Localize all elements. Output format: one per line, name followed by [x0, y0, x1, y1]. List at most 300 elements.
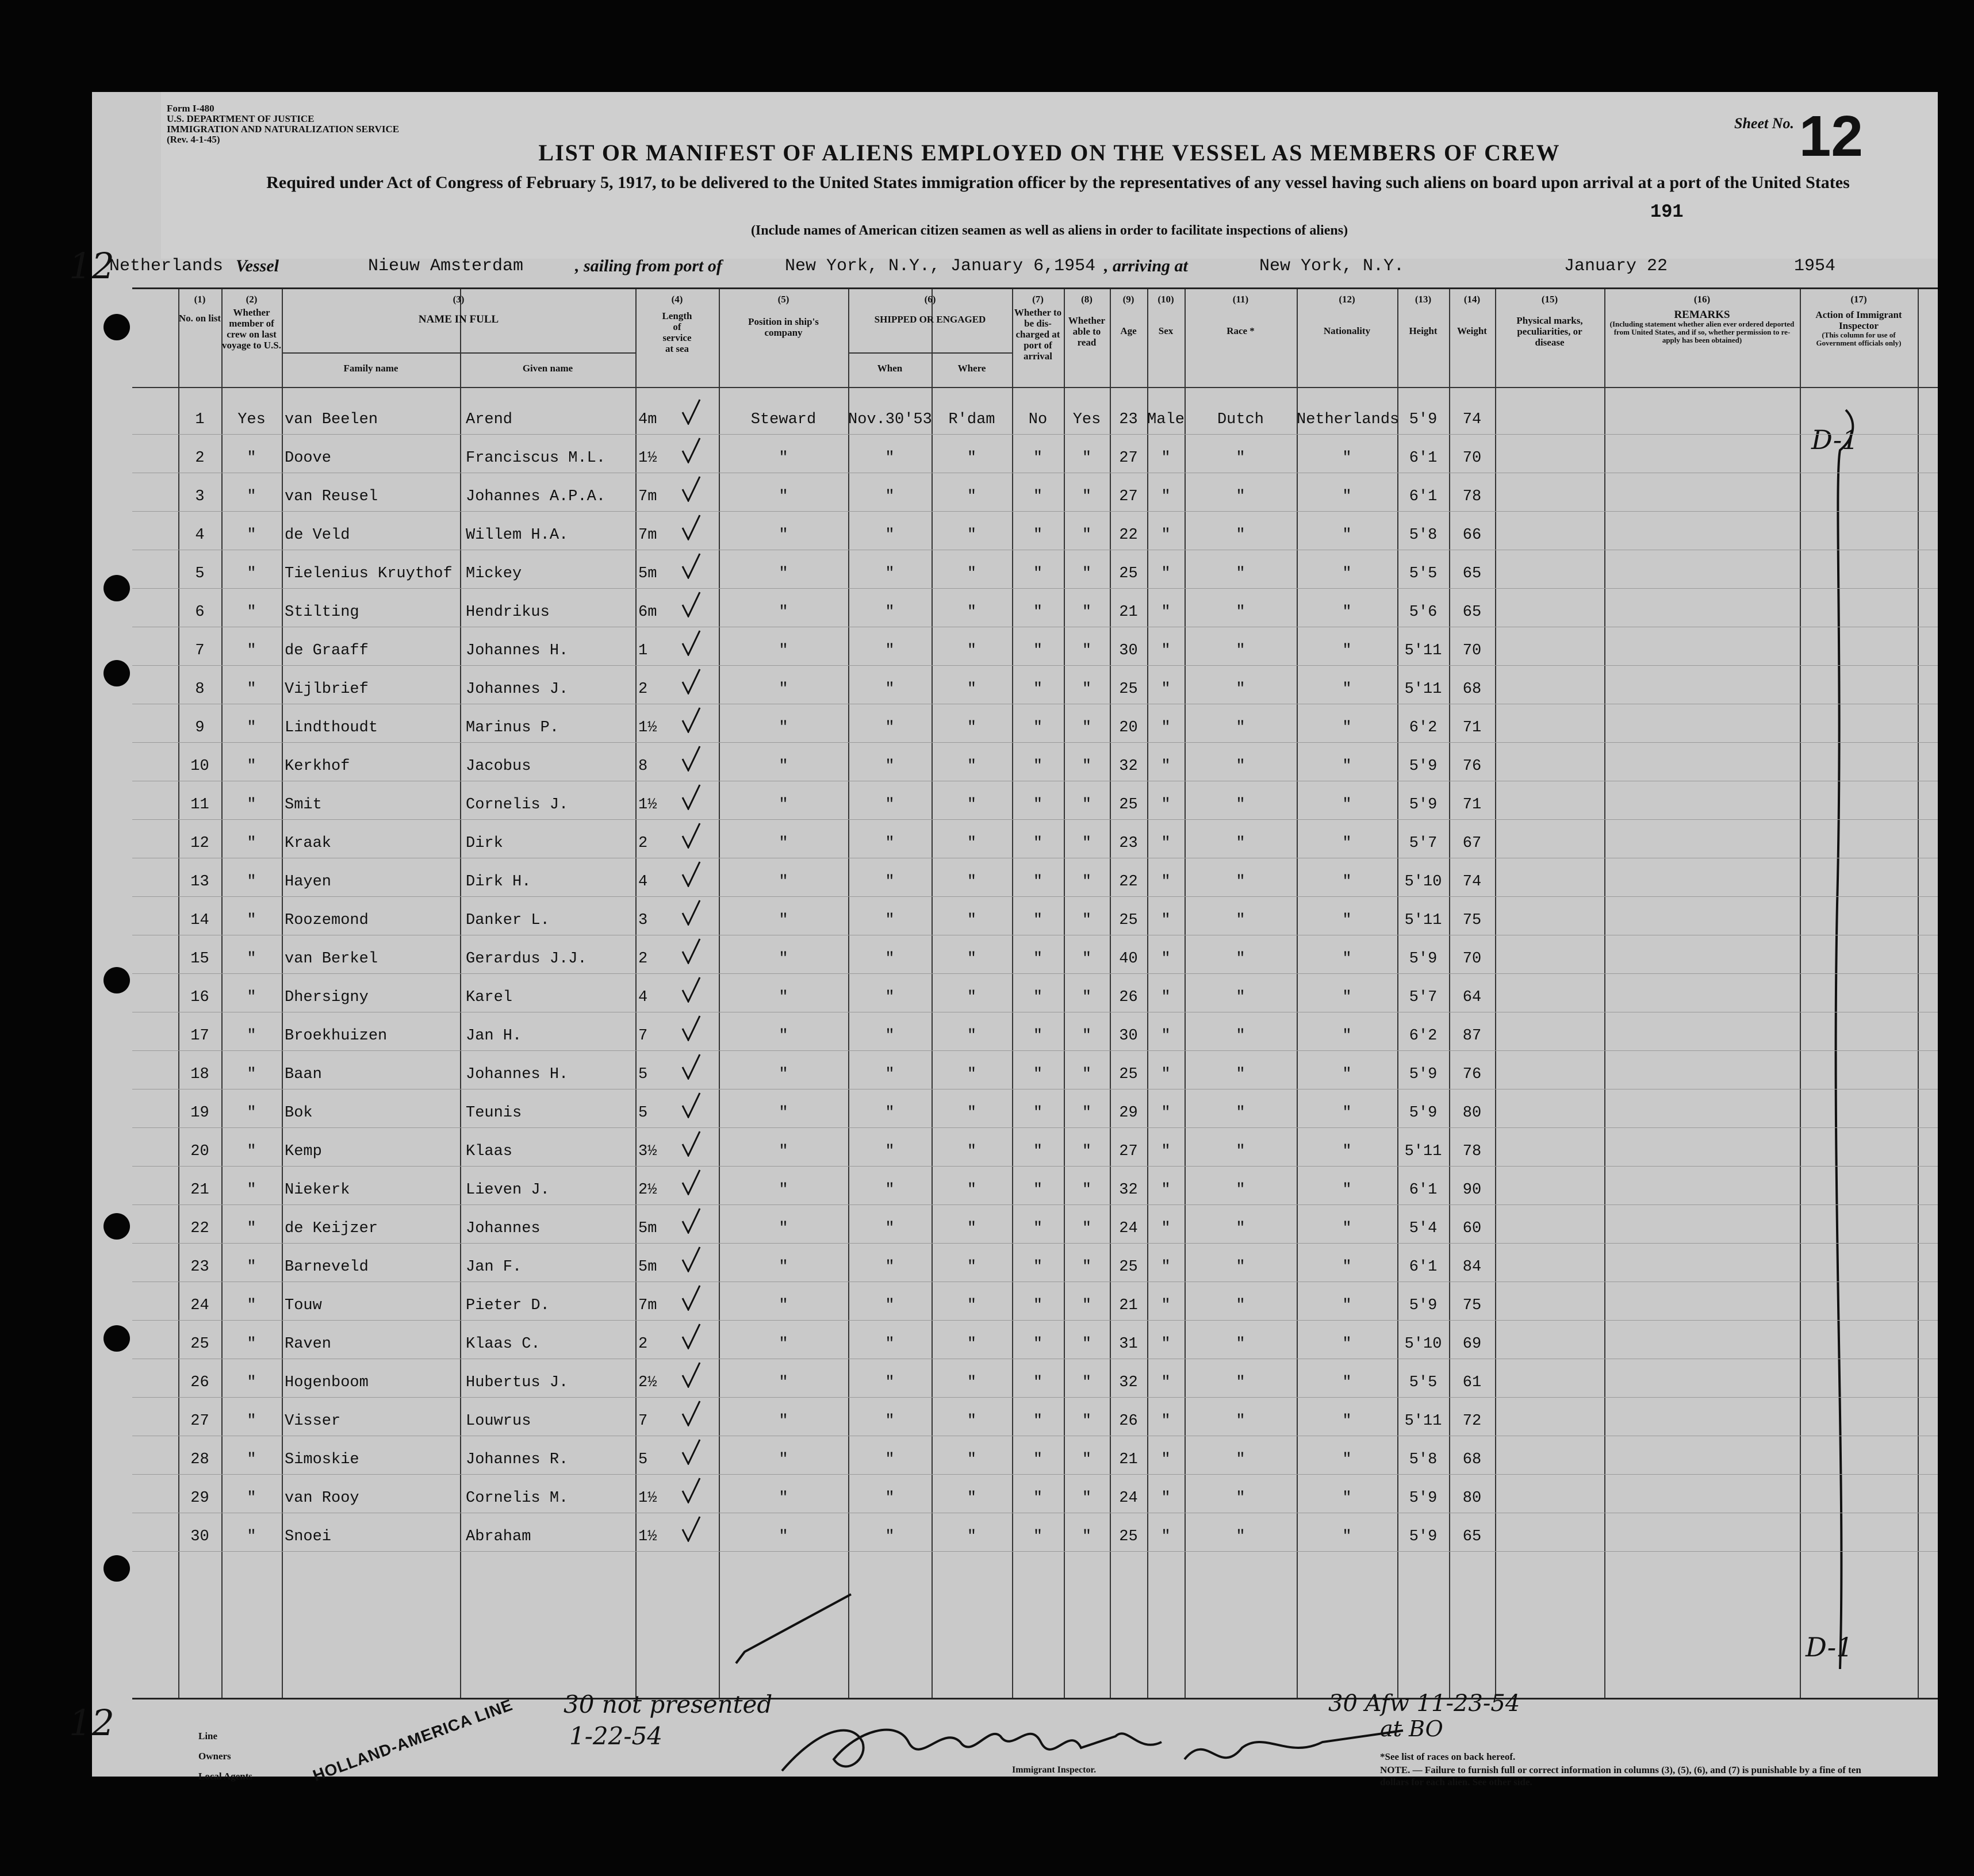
nationality-ditto: " — [1342, 912, 1352, 929]
nationality-ditto: " — [1342, 565, 1352, 582]
nationality-ditto: " — [1342, 681, 1352, 698]
check-mark-icon — [681, 1438, 701, 1465]
nationality-ditto: " — [1342, 758, 1352, 775]
col-12-header: (12) Nationality — [1323, 294, 1371, 336]
discharged-ditto: " — [1033, 912, 1043, 929]
row-number: 10 — [190, 758, 209, 775]
col-1-header: (1) No. on list — [178, 294, 221, 324]
when: Nov.30'53 — [848, 411, 932, 428]
sex-ditto: " — [1161, 1220, 1171, 1237]
weight: 87 — [1462, 1027, 1482, 1045]
row-number: 11 — [190, 796, 209, 814]
weight: 60 — [1462, 1220, 1482, 1237]
height: 5'7 — [1409, 989, 1438, 1006]
sex-ditto: " — [1161, 873, 1171, 891]
age: 23 — [1119, 835, 1138, 852]
where-ditto: " — [967, 1259, 977, 1276]
weight: 65 — [1462, 604, 1482, 621]
sex-ditto: " — [1161, 912, 1171, 929]
where-ditto: " — [967, 642, 977, 659]
page-subtitle: Required under Act of Congress of February 5, 1917, to be delivered to the United States immigration officer by the representatives of any vessel having such aliens on board upon arrival at a port of the United States — [266, 173, 1850, 192]
family-name: Roozemond — [285, 912, 369, 929]
crew: Yes — [237, 411, 266, 428]
height: 6'2 — [1409, 719, 1438, 736]
age: 21 — [1119, 1451, 1138, 1468]
discharged-ditto: " — [1033, 1374, 1043, 1391]
age: 23 — [1119, 411, 1138, 428]
given-name: Johannes — [466, 1220, 541, 1237]
given-name: Karel — [466, 989, 513, 1006]
crew-ditto: " — [247, 604, 256, 621]
immigrant-inspector-label: Immigrant Inspector. — [1012, 1765, 1097, 1775]
race-ditto: " — [1236, 604, 1245, 621]
length-of-service: 5 — [638, 1104, 648, 1122]
age: 21 — [1119, 1297, 1138, 1314]
sheet-label: Sheet No. — [1734, 115, 1794, 132]
check-mark-icon — [681, 514, 701, 540]
check-mark-icon — [681, 745, 701, 772]
vessel-line — [69, 245, 1938, 287]
given-name: Willem H.A. — [466, 527, 569, 544]
check-mark-icon — [681, 1092, 701, 1118]
nationality-ditto: " — [1342, 1181, 1352, 1199]
length-of-service: 2 — [638, 835, 648, 852]
crew-table — [132, 287, 1938, 1699]
crew-ditto: " — [247, 565, 256, 582]
when-ditto: " — [885, 1104, 895, 1122]
when-ditto: " — [885, 527, 895, 544]
weight: 68 — [1462, 1451, 1482, 1468]
read-ditto: " — [1082, 989, 1092, 1006]
given-name: Franciscus M.L. — [466, 450, 606, 467]
closing-check-stroke — [696, 1497, 868, 1681]
nationality-ditto: " — [1342, 1104, 1352, 1122]
family-name: de Keijzer — [285, 1220, 378, 1237]
discharged-ditto: " — [1033, 1336, 1043, 1353]
given-name: Cornelis M. — [466, 1490, 569, 1507]
inspector-mark-bottom: D-1 — [1806, 1632, 1853, 1663]
height: 5'9 — [1409, 1528, 1438, 1545]
nationality-ditto: " — [1342, 488, 1352, 505]
col-14-header: (14) Weight — [1457, 294, 1487, 336]
crew-ditto: " — [247, 1104, 256, 1122]
position-ditto: " — [779, 1374, 788, 1391]
sex-ditto: " — [1161, 488, 1171, 505]
weight: 66 — [1462, 527, 1482, 544]
family-name: Doove — [285, 450, 332, 467]
crew-ditto: " — [247, 1143, 256, 1160]
nationality-ditto: " — [1342, 989, 1352, 1006]
race-ditto: " — [1236, 1413, 1245, 1430]
row-number: 7 — [195, 642, 205, 659]
position-ditto: " — [779, 1490, 788, 1507]
discharged-ditto: " — [1033, 873, 1043, 891]
footer — [69, 1690, 1938, 1787]
row-number: 18 — [190, 1066, 209, 1083]
race-ditto: " — [1236, 565, 1245, 582]
where-ditto: " — [967, 1336, 977, 1353]
given-name: Hubertus J. — [466, 1374, 569, 1391]
family-name: Baan — [285, 1066, 322, 1083]
length-of-service: 3½ — [638, 1143, 657, 1160]
position-ditto: " — [779, 681, 788, 698]
manifest-sheet — [69, 92, 1938, 1787]
race-ditto: " — [1236, 1374, 1245, 1391]
race-ditto: " — [1236, 1297, 1245, 1314]
position-ditto: " — [779, 835, 788, 852]
family-name: Kraak — [285, 835, 332, 852]
when-ditto: " — [885, 488, 895, 505]
length-of-service: 1½ — [638, 796, 657, 814]
age: 27 — [1119, 450, 1138, 467]
family-name: Touw — [285, 1297, 322, 1314]
col-4-header: (4) Length of service at sea — [662, 294, 692, 354]
race-ditto: " — [1236, 719, 1245, 736]
age: 32 — [1119, 1374, 1138, 1391]
weight: 70 — [1462, 642, 1482, 659]
age: 27 — [1119, 488, 1138, 505]
race: Dutch — [1217, 411, 1264, 428]
age: 25 — [1119, 681, 1138, 698]
col-17-header: (17) Action of Immigrant Inspector (This column for use of Government officials only) — [1815, 294, 1902, 347]
check-mark-icon — [681, 1284, 701, 1311]
given-name: Pieter D. — [466, 1297, 550, 1314]
height: 5'10 — [1404, 1336, 1442, 1353]
check-mark-icon — [681, 1130, 701, 1157]
race-ditto: " — [1236, 912, 1245, 929]
height: 5'7 — [1409, 835, 1438, 852]
col-9-header: (9) Age — [1120, 294, 1137, 336]
given-name: Klaas — [466, 1143, 513, 1160]
read-ditto: " — [1082, 488, 1092, 505]
length-of-service: 7 — [638, 1413, 648, 1430]
check-mark-icon — [681, 437, 701, 463]
given-name: Jacobus — [466, 758, 531, 775]
check-mark-icon — [681, 1053, 701, 1080]
position-ditto: " — [779, 527, 788, 544]
age: 32 — [1119, 758, 1138, 775]
position: Steward — [750, 411, 817, 428]
read-ditto: " — [1082, 1490, 1092, 1507]
position-ditto: " — [779, 565, 788, 582]
where-ditto: " — [967, 1066, 977, 1083]
weight: 84 — [1462, 1259, 1482, 1276]
crew-ditto: " — [247, 835, 256, 852]
col-15-header: (15) Physical marks, peculiarities, or disease — [1516, 294, 1583, 348]
age: 26 — [1119, 989, 1138, 1006]
sex-ditto: " — [1161, 1451, 1171, 1468]
sex-ditto: " — [1161, 642, 1171, 659]
height: 5'11 — [1404, 642, 1442, 659]
where-ditto: " — [967, 1143, 977, 1160]
punch-hole — [104, 1213, 130, 1240]
when-ditto: " — [885, 950, 895, 968]
check-mark-icon — [681, 707, 701, 733]
col-5-header: (5) Position in ship's company — [748, 294, 819, 338]
length-of-service: 7m — [638, 527, 657, 544]
read: Yes — [1072, 411, 1101, 428]
height: 6'2 — [1409, 1027, 1438, 1045]
discharged-ditto: " — [1033, 835, 1043, 852]
sex-ditto: " — [1161, 989, 1171, 1006]
check-mark-icon — [681, 630, 701, 656]
col-7-header: (7) Whether to be dis-charged at port of arrival — [1014, 294, 1062, 362]
read-ditto: " — [1082, 835, 1092, 852]
vessel-flag: Netherlands — [109, 256, 224, 276]
crew-ditto: " — [247, 1451, 256, 1468]
race-ditto: " — [1236, 1027, 1245, 1045]
form-department: U.S. DEPARTMENT OF JUSTICE — [167, 113, 315, 124]
weight: 64 — [1462, 989, 1482, 1006]
given-name: Klaas C. — [466, 1336, 541, 1353]
nationality-ditto: " — [1342, 1297, 1352, 1314]
weight: 69 — [1462, 1336, 1482, 1353]
row-number: 13 — [190, 873, 209, 891]
weight: 68 — [1462, 681, 1482, 698]
position-ditto: " — [779, 950, 788, 968]
family-name: Dhersigny — [285, 989, 369, 1006]
age: 21 — [1119, 604, 1138, 621]
weight: 74 — [1462, 411, 1482, 428]
given-name: Teunis — [466, 1104, 522, 1122]
length-of-service: 5m — [638, 1220, 657, 1237]
family-name-header: Family name — [343, 363, 398, 374]
family-name: Bok — [285, 1104, 313, 1122]
check-mark-icon — [681, 398, 701, 425]
height: 5'10 — [1404, 873, 1442, 891]
position-ditto: " — [779, 1451, 788, 1468]
read-ditto: " — [1082, 1066, 1092, 1083]
sex-ditto: " — [1161, 1259, 1171, 1276]
when-ditto: " — [885, 1413, 895, 1430]
discharged-ditto: " — [1033, 1259, 1043, 1276]
check-mark-icon — [681, 1207, 701, 1234]
where-ditto: " — [967, 527, 977, 544]
where-ditto: " — [967, 565, 977, 582]
height: 5'9 — [1409, 950, 1438, 968]
weight: 74 — [1462, 873, 1482, 891]
age: 26 — [1119, 1413, 1138, 1430]
when-header: When — [877, 363, 903, 374]
col-10-header: (10) Sex — [1157, 294, 1174, 336]
row-number: 5 — [195, 565, 205, 582]
crew-ditto: " — [247, 1027, 256, 1045]
weight: 75 — [1462, 1297, 1482, 1314]
weight: 71 — [1462, 796, 1482, 814]
when-ditto: " — [885, 1143, 895, 1160]
given-name: Abraham — [466, 1528, 531, 1545]
read-ditto: " — [1082, 1220, 1092, 1237]
form-header — [161, 92, 1938, 259]
position-ditto: " — [779, 1027, 788, 1045]
position-ditto: " — [779, 1297, 788, 1314]
height: 5'9 — [1409, 758, 1438, 775]
given-name: Johannes H. — [466, 642, 569, 659]
nationality-ditto: " — [1342, 1027, 1352, 1045]
discharged-ditto: " — [1033, 719, 1043, 736]
given-name: Johannes R. — [466, 1451, 569, 1468]
given-name: Johannes J. — [466, 681, 569, 698]
page-subnote: (Include names of American citizen seamen as well as aliens in order to facilitate inspections of aliens) — [750, 223, 1348, 238]
family-name: Snoei — [285, 1528, 332, 1545]
where-header: Where — [957, 363, 986, 374]
family-name: van Beelen — [285, 411, 378, 428]
race-ditto: " — [1236, 873, 1245, 891]
age: 27 — [1119, 1143, 1138, 1160]
handwritten-afw: 30 Afw 11-23-54 — [1328, 1690, 1520, 1717]
crew-ditto: " — [247, 1181, 256, 1199]
discharged-ditto: " — [1033, 1181, 1043, 1199]
length-of-service: 1½ — [638, 719, 657, 736]
row-number: 17 — [190, 1027, 209, 1045]
nationality-ditto: " — [1342, 950, 1352, 968]
family-name: de Veld — [285, 527, 350, 544]
weight: 67 — [1462, 835, 1482, 852]
when-ditto: " — [885, 565, 895, 582]
row-number: 25 — [190, 1336, 209, 1353]
length-of-service: 8 — [638, 758, 648, 775]
sex-ditto: " — [1161, 1413, 1171, 1430]
crew-ditto: " — [247, 642, 256, 659]
age: 30 — [1119, 1027, 1138, 1045]
row-number: 29 — [190, 1490, 209, 1507]
position-ditto: " — [779, 719, 788, 736]
col-3-header: (3) NAME IN FULL — [418, 294, 499, 325]
arrival-year: 1954 — [1794, 256, 1836, 276]
check-mark-icon — [681, 1400, 701, 1426]
height: 5'9 — [1409, 1104, 1438, 1122]
when-ditto: " — [885, 1297, 895, 1314]
sex-ditto: " — [1161, 1027, 1171, 1045]
length-of-service: 1½ — [638, 1490, 657, 1507]
when-ditto: " — [885, 989, 895, 1006]
sailing-port: New York, N.Y., January 6,1954 — [785, 256, 1096, 276]
discharged-ditto: " — [1033, 1027, 1043, 1045]
given-name: Lieven J. — [466, 1181, 550, 1199]
height: 5'6 — [1409, 604, 1438, 621]
height: 5'11 — [1404, 681, 1442, 698]
height: 5'9 — [1409, 796, 1438, 814]
race-ditto: " — [1236, 1451, 1245, 1468]
race-ditto: " — [1236, 450, 1245, 467]
read-ditto: " — [1082, 1259, 1092, 1276]
form-revision: (Rev. 4-1-45) — [167, 134, 220, 145]
length-of-service: 5 — [638, 1451, 648, 1468]
age: 22 — [1119, 527, 1138, 544]
nationality-ditto: " — [1342, 1336, 1352, 1353]
where-ditto: " — [967, 873, 977, 891]
when-ditto: " — [885, 642, 895, 659]
row-number: 24 — [190, 1297, 209, 1314]
given-name: Arend — [466, 411, 513, 428]
position-ditto: " — [779, 488, 788, 505]
row-number: 28 — [190, 1451, 209, 1468]
when-ditto: " — [885, 1451, 895, 1468]
position-ditto: " — [779, 758, 788, 775]
length-of-service: 2½ — [638, 1374, 657, 1391]
sex-ditto: " — [1161, 950, 1171, 968]
check-mark-icon — [681, 1477, 701, 1503]
form-service: IMMIGRATION AND NATURALIZATION SERVICE — [167, 124, 400, 135]
crew-ditto: " — [247, 796, 256, 814]
length-of-service: 1½ — [638, 1528, 657, 1545]
family-name: Simoskie — [285, 1451, 359, 1468]
where: R'dam — [948, 411, 995, 428]
age: 40 — [1119, 950, 1138, 968]
weight: 80 — [1462, 1104, 1482, 1122]
where-ditto: " — [967, 1220, 977, 1237]
crew-ditto: " — [247, 1259, 256, 1276]
read-ditto: " — [1082, 1027, 1092, 1045]
race-ditto: " — [1236, 1220, 1245, 1237]
length-of-service: 5 — [638, 1066, 648, 1083]
race-ditto: " — [1236, 989, 1245, 1006]
age: 24 — [1119, 1220, 1138, 1237]
crew-ditto: " — [247, 1066, 256, 1083]
when-ditto: " — [885, 1181, 895, 1199]
height: 5'11 — [1404, 1413, 1442, 1430]
family-name: van Reusel — [285, 488, 378, 505]
where-ditto: " — [967, 604, 977, 621]
check-mark-icon — [681, 553, 701, 579]
nationality-ditto: " — [1342, 1143, 1352, 1160]
read-ditto: " — [1082, 950, 1092, 968]
height: 6'1 — [1409, 488, 1438, 505]
length-of-service: 7m — [638, 1297, 657, 1314]
race-ditto: " — [1236, 1336, 1245, 1353]
family-name: Hogenboom — [285, 1374, 369, 1391]
read-ditto: " — [1082, 1297, 1092, 1314]
weight: 70 — [1462, 450, 1482, 467]
crew-ditto: " — [247, 450, 256, 467]
row-number: 3 — [195, 488, 205, 505]
sex-ditto: " — [1161, 1528, 1171, 1545]
family-name: Visser — [285, 1413, 341, 1430]
discharged-ditto: " — [1033, 565, 1043, 582]
age: 25 — [1119, 1259, 1138, 1276]
family-name: Barneveld — [285, 1259, 369, 1276]
col-6-header: (6) SHIPPED OR ENGAGED — [874, 294, 986, 325]
age: 29 — [1119, 1104, 1138, 1122]
row-number: 20 — [190, 1143, 209, 1160]
arriving-label: , arriving at — [1104, 256, 1188, 275]
row-number: 8 — [195, 681, 205, 698]
race-ditto: " — [1236, 796, 1245, 814]
length-of-service: 7 — [638, 1027, 648, 1045]
sex-ditto: " — [1161, 1297, 1171, 1314]
position-ditto: " — [779, 912, 788, 929]
check-mark-icon — [681, 475, 701, 502]
age: 24 — [1119, 1490, 1138, 1507]
form-number: Form I-480 — [167, 103, 214, 114]
discharged-ditto: " — [1033, 1451, 1043, 1468]
nationality-ditto: " — [1342, 527, 1352, 544]
check-mark-icon — [681, 861, 701, 887]
height: 5'5 — [1409, 565, 1438, 582]
check-mark-icon — [681, 822, 701, 849]
height: 5'11 — [1404, 1143, 1442, 1160]
where-ditto: " — [967, 1297, 977, 1314]
length-of-service: 2 — [638, 681, 648, 698]
nationality-ditto: " — [1342, 873, 1352, 891]
given-name: Mickey — [466, 565, 522, 582]
vessel-label: Vessel — [236, 256, 279, 275]
races-note: *See list of races on back hereof. — [1380, 1751, 1516, 1762]
race-ditto: " — [1236, 527, 1245, 544]
discharged-ditto: " — [1033, 681, 1043, 698]
sex-ditto: " — [1161, 796, 1171, 814]
row-number: 6 — [195, 604, 205, 621]
